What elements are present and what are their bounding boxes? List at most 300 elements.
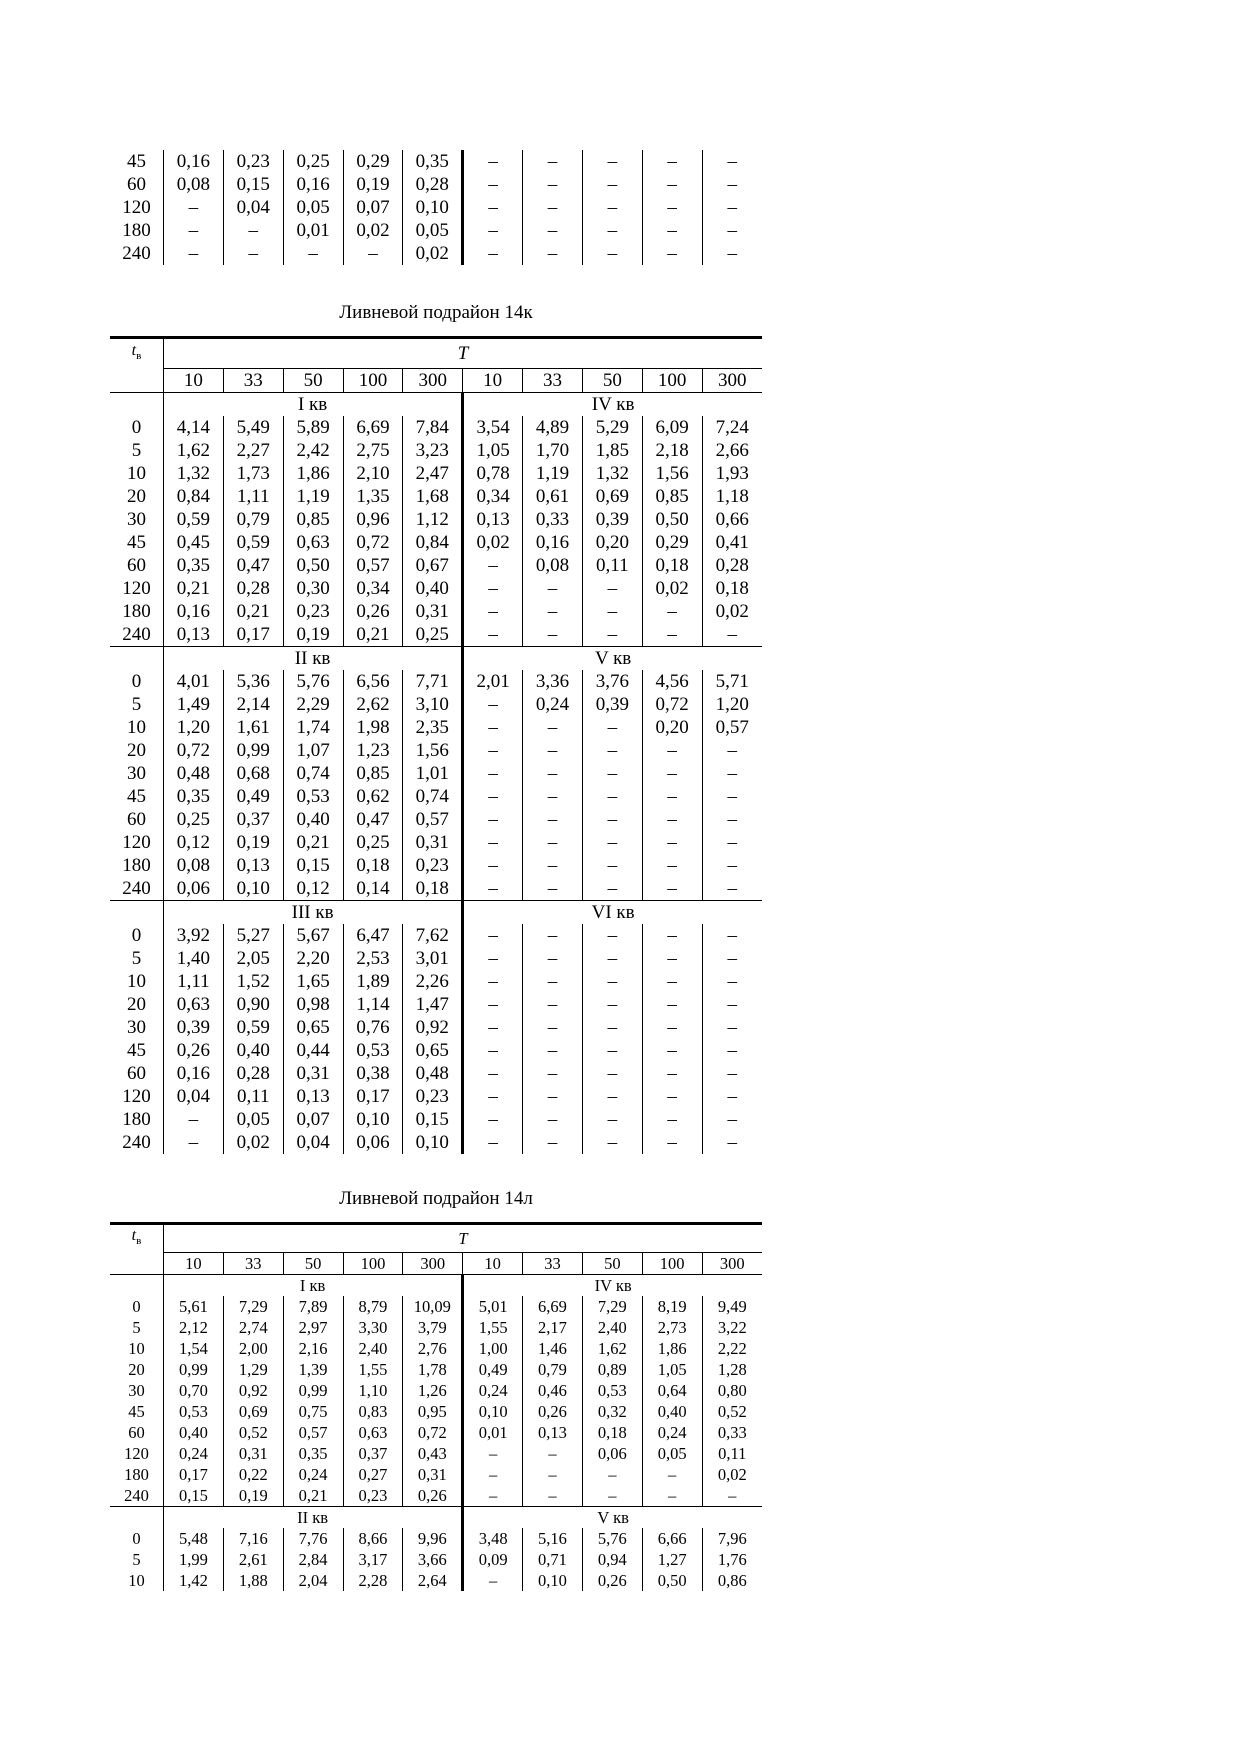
value-cell: –	[223, 219, 283, 242]
table-row	[110, 693, 762, 716]
value-cell: 0,35	[283, 1443, 343, 1464]
value-cell: –	[463, 1085, 523, 1108]
value-cell: 0,99	[223, 739, 283, 762]
value-cell: 7,84	[403, 416, 463, 439]
value-cell: 0,35	[403, 150, 463, 173]
column-header: 100	[642, 1252, 702, 1274]
value-cell: 0,37	[223, 808, 283, 831]
duration-cell: 120	[110, 1443, 164, 1464]
value-cell: –	[523, 993, 583, 1016]
duration-cell: 180	[110, 854, 164, 877]
table-row	[110, 831, 762, 854]
value-cell: –	[642, 854, 702, 877]
value-cell: 0,33	[523, 508, 583, 531]
value-cell: 2,73	[642, 1317, 702, 1338]
value-cell: 0,65	[283, 1016, 343, 1039]
value-cell: 0,26	[403, 1485, 463, 1507]
section-label-left: II кв	[164, 1506, 463, 1528]
value-cell: 0,05	[642, 1443, 702, 1464]
section-label-left: I кв	[164, 392, 463, 416]
value-cell: 1,62	[164, 439, 224, 462]
table-row	[110, 150, 762, 173]
value-cell: –	[727, 877, 738, 899]
value-cell: –	[727, 970, 738, 992]
duration-cell: 0	[110, 670, 164, 693]
value-cell: 0,39	[582, 508, 642, 531]
value-cell: –	[523, 1485, 583, 1507]
column-header: 10	[463, 368, 523, 392]
value-cell: 2,04	[283, 1570, 343, 1591]
value-cell: –	[523, 1016, 583, 1039]
value-cell: –	[463, 150, 523, 173]
duration-cell: 0	[110, 1296, 164, 1317]
value-cell: –	[523, 1443, 583, 1464]
value-cell: 0,33	[717, 1422, 747, 1442]
value-cell: 2,10	[343, 462, 403, 485]
value-cell: 0,16	[164, 1062, 224, 1085]
value-cell: –	[463, 877, 523, 901]
value-cell: –	[523, 1131, 583, 1154]
value-cell: 1,46	[523, 1338, 583, 1359]
value-cell: 0,13	[523, 1422, 583, 1443]
value-cell: 5,29	[582, 416, 642, 439]
value-cell: 0,23	[403, 1085, 463, 1108]
value-cell: 8,19	[642, 1296, 702, 1317]
value-cell: –	[727, 151, 738, 172]
value-cell: 0,45	[164, 531, 224, 554]
value-cell: –	[642, 1016, 702, 1039]
value-cell: –	[727, 1085, 738, 1107]
value-cell: 0,10	[463, 1401, 523, 1422]
value-cell: 0,63	[164, 993, 224, 1016]
value-cell: –	[727, 1131, 738, 1153]
value-cell: 4,89	[523, 416, 583, 439]
tv-header: $t_в$	[110, 1224, 164, 1253]
duration-cell: 180	[110, 1464, 164, 1485]
table-row	[110, 739, 762, 762]
value-cell: 1,29	[223, 1359, 283, 1380]
section-blank	[110, 1274, 164, 1296]
value-cell: 6,66	[642, 1528, 702, 1549]
duration-cell: 20	[110, 1359, 164, 1380]
value-cell: 3,48	[463, 1528, 523, 1549]
section-label-left: I кв	[164, 1274, 463, 1296]
value-cell: –	[463, 242, 523, 265]
value-cell: –	[582, 1039, 642, 1062]
value-cell: –	[463, 970, 523, 993]
value-cell: –	[727, 785, 738, 807]
value-cell: 0,26	[164, 1039, 224, 1062]
value-cell: 0,57	[283, 1422, 343, 1443]
value-cell: 0,13	[164, 623, 224, 647]
value-cell: –	[727, 947, 738, 969]
value-cell: –	[164, 1108, 224, 1131]
table-row	[110, 1464, 762, 1485]
value-cell: 5,71	[715, 670, 749, 692]
value-cell: –	[642, 196, 702, 219]
table-row	[110, 1338, 762, 1359]
value-cell: 3,30	[343, 1317, 403, 1338]
table-row	[110, 600, 762, 623]
value-cell: –	[642, 924, 702, 947]
value-cell: 0,04	[164, 1085, 224, 1108]
value-cell: –	[727, 243, 738, 264]
table-row	[110, 485, 762, 508]
value-cell: –	[523, 1062, 583, 1085]
table-row	[110, 531, 762, 554]
value-cell: 0,76	[343, 1016, 403, 1039]
value-cell: 2,22	[717, 1338, 747, 1358]
value-cell: 8,79	[343, 1296, 403, 1317]
value-cell: 0,78	[463, 462, 523, 485]
value-cell: –	[523, 173, 583, 196]
table-row	[110, 1016, 762, 1039]
table-row	[110, 219, 762, 242]
value-cell: 1,86	[283, 462, 343, 485]
value-cell: –	[727, 623, 738, 645]
value-cell: 0,31	[223, 1443, 283, 1464]
duration-cell: 240	[110, 623, 164, 647]
value-cell: –	[582, 762, 642, 785]
value-cell: 5,61	[164, 1296, 224, 1317]
value-cell: 1,86	[642, 1338, 702, 1359]
column-header: 10	[164, 1252, 224, 1274]
value-cell: 0,26	[343, 600, 403, 623]
value-cell: 0,08	[164, 173, 224, 196]
table-row	[110, 1317, 762, 1338]
value-cell: 2,66	[715, 439, 749, 461]
value-cell: 0,40	[642, 1401, 702, 1422]
value-cell: –	[463, 1464, 523, 1485]
value-cell: 0,22	[223, 1464, 283, 1485]
value-cell: –	[523, 219, 583, 242]
value-cell: 0,63	[283, 531, 343, 554]
duration-cell: 240	[110, 242, 164, 265]
value-cell: –	[164, 196, 224, 219]
value-cell: 0,35	[164, 554, 224, 577]
value-cell: –	[343, 242, 403, 265]
table-row	[110, 808, 762, 831]
value-cell: 1,55	[343, 1359, 403, 1380]
table-row	[110, 1401, 762, 1422]
value-cell: –	[523, 808, 583, 831]
value-cell: 1,01	[403, 762, 463, 785]
value-cell: –	[164, 242, 224, 265]
value-cell: 0,57	[715, 716, 749, 738]
value-cell: –	[523, 716, 583, 739]
value-cell: 1,61	[223, 716, 283, 739]
value-cell: –	[463, 924, 523, 947]
value-cell: 1,19	[523, 462, 583, 485]
value-cell: 0,75	[283, 1401, 343, 1422]
value-cell: 3,66	[403, 1549, 463, 1570]
value-cell: –	[582, 1016, 642, 1039]
duration-cell: 45	[110, 531, 164, 554]
value-cell: 0,66	[715, 508, 749, 530]
value-cell: –	[463, 577, 523, 600]
value-cell: –	[642, 1464, 702, 1485]
value-cell: 0,18	[642, 554, 702, 577]
value-cell: 0,21	[283, 831, 343, 854]
value-cell: 0,02	[223, 1131, 283, 1154]
duration-cell: 5	[110, 439, 164, 462]
value-cell: –	[642, 219, 702, 242]
value-cell: –	[523, 1039, 583, 1062]
value-cell: 1,56	[642, 462, 702, 485]
header-row	[110, 338, 762, 369]
value-cell: –	[582, 1464, 642, 1485]
value-cell: 0,52	[223, 1422, 283, 1443]
value-cell: 7,29	[223, 1296, 283, 1317]
value-cell: 0,83	[343, 1401, 403, 1422]
value-cell: 0,40	[403, 577, 463, 600]
duration-cell: 180	[110, 600, 164, 623]
table-row	[110, 242, 762, 265]
value-cell: 1,65	[283, 970, 343, 993]
value-cell: –	[727, 762, 738, 784]
value-cell: –	[642, 600, 702, 623]
value-cell: 0,85	[642, 485, 702, 508]
value-cell: 1,39	[283, 1359, 343, 1380]
value-cell: 0,10	[403, 1131, 463, 1154]
value-cell: 2,05	[223, 947, 283, 970]
value-cell: 0,63	[343, 1422, 403, 1443]
value-cell: 0,53	[164, 1401, 224, 1422]
continued-table	[110, 150, 762, 265]
value-cell: 7,96	[717, 1528, 747, 1548]
section-label-right: VI кв	[463, 900, 762, 924]
value-cell: 1,23	[343, 739, 403, 762]
value-cell: 0,64	[642, 1380, 702, 1401]
value-cell: 1,35	[343, 485, 403, 508]
value-cell: –	[727, 1016, 738, 1038]
value-cell: 0,46	[523, 1380, 583, 1401]
value-cell: –	[463, 1485, 523, 1507]
value-cell: 1,20	[164, 716, 224, 739]
value-cell: 0,06	[343, 1131, 403, 1154]
value-cell: 1,05	[463, 439, 523, 462]
duration-cell: 0	[110, 1528, 164, 1549]
value-cell: 0,21	[164, 577, 224, 600]
value-cell: 1,54	[164, 1338, 224, 1359]
value-cell: –	[523, 831, 583, 854]
value-cell: 0,50	[642, 508, 702, 531]
duration-cell: 0	[110, 416, 164, 439]
value-cell: 0,13	[463, 508, 523, 531]
value-cell: 0,49	[223, 785, 283, 808]
value-cell: 0,79	[523, 1359, 583, 1380]
value-cell: 5,36	[223, 670, 283, 693]
value-cell: 2,14	[223, 693, 283, 716]
value-cell: 0,32	[582, 1401, 642, 1422]
value-cell: 3,23	[403, 439, 463, 462]
value-cell: 2,53	[343, 947, 403, 970]
value-cell: 2,20	[283, 947, 343, 970]
value-cell: –	[642, 808, 702, 831]
column-header-row	[110, 368, 762, 392]
section-header-row	[110, 646, 762, 670]
value-cell: 7,16	[223, 1528, 283, 1549]
value-cell: 1,78	[403, 1359, 463, 1380]
value-cell: 5,16	[523, 1528, 583, 1549]
value-cell: 1,56	[403, 739, 463, 762]
value-cell: 0,99	[164, 1359, 224, 1380]
table-row	[110, 854, 762, 877]
value-cell: 0,27	[343, 1464, 403, 1485]
value-cell: 0,53	[343, 1039, 403, 1062]
value-cell: 0,24	[523, 693, 583, 716]
value-cell: 1,14	[343, 993, 403, 1016]
value-cell: 2,62	[343, 693, 403, 716]
value-cell: 1,88	[223, 1570, 283, 1591]
value-cell: 2,28	[343, 1570, 403, 1591]
value-cell: 2,42	[283, 439, 343, 462]
duration-cell: 60	[110, 1422, 164, 1443]
duration-cell: 10	[110, 1570, 164, 1591]
value-cell: 0,16	[164, 600, 224, 623]
value-cell: 5,49	[223, 416, 283, 439]
table-14k	[110, 336, 762, 1154]
value-cell: –	[727, 197, 738, 218]
value-cell: 3,36	[523, 670, 583, 693]
table-row	[110, 439, 762, 462]
column-header: 300	[403, 368, 463, 392]
value-cell: 1,32	[582, 462, 642, 485]
value-cell: –	[523, 1464, 583, 1485]
section-label-right: IV кв	[463, 392, 762, 416]
table-row	[110, 877, 762, 901]
value-cell: 0,15	[223, 173, 283, 196]
value-cell: 0,57	[403, 808, 463, 831]
value-cell: 3,79	[403, 1317, 463, 1338]
value-cell: 1,18	[715, 485, 749, 507]
value-cell: 0,47	[223, 554, 283, 577]
value-cell: 4,14	[164, 416, 224, 439]
section-header-row	[110, 900, 762, 924]
table-row	[110, 670, 762, 693]
column-header: 10	[164, 368, 224, 392]
value-cell: 0,20	[642, 716, 702, 739]
value-cell: 0,48	[164, 762, 224, 785]
table-row	[110, 924, 762, 947]
value-cell: 0,90	[223, 993, 283, 1016]
value-cell: 0,06	[164, 877, 224, 901]
value-cell: 0,72	[642, 693, 702, 716]
value-cell: 0,31	[403, 600, 463, 623]
value-cell: 0,15	[403, 1108, 463, 1131]
value-cell: 0,30	[283, 577, 343, 600]
caption-14k: Ливневой подрайон 14к	[339, 302, 533, 323]
table-row	[110, 970, 762, 993]
value-cell: 5,27	[223, 924, 283, 947]
value-cell: –	[523, 242, 583, 265]
value-cell: 0,05	[223, 1108, 283, 1131]
value-cell: 0,69	[223, 1401, 283, 1422]
section-header-row	[110, 1506, 762, 1528]
value-cell: 2,35	[403, 716, 463, 739]
duration-cell: 60	[110, 173, 164, 196]
value-cell: 0,72	[403, 1422, 463, 1443]
value-cell: 0,26	[582, 1570, 642, 1591]
value-cell: 0,02	[463, 531, 523, 554]
value-cell: 0,13	[283, 1085, 343, 1108]
period-header: T	[164, 338, 763, 369]
value-cell: 0,16	[523, 531, 583, 554]
value-cell: 0,89	[582, 1359, 642, 1380]
value-cell: 9,96	[403, 1528, 463, 1549]
value-cell: 5,67	[283, 924, 343, 947]
table-row	[110, 462, 762, 485]
value-cell: –	[223, 242, 283, 265]
section-blank	[110, 646, 164, 670]
column-header: 50	[582, 1252, 642, 1274]
value-cell: –	[523, 785, 583, 808]
table-row	[110, 1443, 762, 1464]
value-cell: 3,10	[403, 693, 463, 716]
period-header: T	[164, 1224, 763, 1253]
value-cell: 0,52	[717, 1401, 747, 1421]
value-cell: 0,37	[343, 1443, 403, 1464]
value-cell: 3,22	[717, 1317, 747, 1337]
value-cell: 2,61	[223, 1549, 283, 1570]
value-cell: 2,75	[343, 439, 403, 462]
value-cell: –	[642, 970, 702, 993]
tv-subscript: в	[136, 350, 142, 363]
value-cell: 0,39	[164, 1016, 224, 1039]
value-cell: –	[727, 739, 738, 761]
value-cell: 0,13	[223, 854, 283, 877]
value-cell: 0,50	[642, 1570, 702, 1591]
value-cell: 0,25	[403, 623, 463, 647]
value-cell: –	[463, 716, 523, 739]
value-cell: –	[727, 854, 738, 876]
table-row	[110, 1108, 762, 1131]
value-cell: 0,35	[164, 785, 224, 808]
value-cell: 0,92	[223, 1380, 283, 1401]
value-cell: 1,07	[283, 739, 343, 762]
value-cell: –	[582, 947, 642, 970]
table-row	[110, 947, 762, 970]
duration-cell: 30	[110, 1380, 164, 1401]
duration-cell: 120	[110, 577, 164, 600]
value-cell: –	[727, 220, 738, 241]
column-header: 10	[463, 1252, 523, 1274]
table-row	[110, 173, 762, 196]
value-cell: 1,05	[642, 1359, 702, 1380]
duration-cell: 240	[110, 1131, 164, 1154]
value-cell: –	[463, 1570, 523, 1591]
value-cell: –	[582, 970, 642, 993]
value-cell: –	[582, 739, 642, 762]
table-row	[110, 762, 762, 785]
value-cell: 3,01	[403, 947, 463, 970]
value-cell: –	[582, 785, 642, 808]
value-cell: 0,28	[223, 577, 283, 600]
value-cell: 0,23	[283, 600, 343, 623]
duration-cell: 20	[110, 485, 164, 508]
value-cell: 2,47	[403, 462, 463, 485]
column-header: 300	[403, 1252, 463, 1274]
value-cell: 0,29	[642, 531, 702, 554]
value-cell: 0,24	[463, 1380, 523, 1401]
value-cell: –	[523, 739, 583, 762]
value-cell: 7,76	[283, 1528, 343, 1549]
value-cell: 1,26	[403, 1380, 463, 1401]
value-cell: 0,02	[403, 242, 463, 265]
value-cell: –	[642, 242, 702, 265]
value-cell: –	[164, 1131, 224, 1154]
value-cell: 1,62	[582, 1338, 642, 1359]
